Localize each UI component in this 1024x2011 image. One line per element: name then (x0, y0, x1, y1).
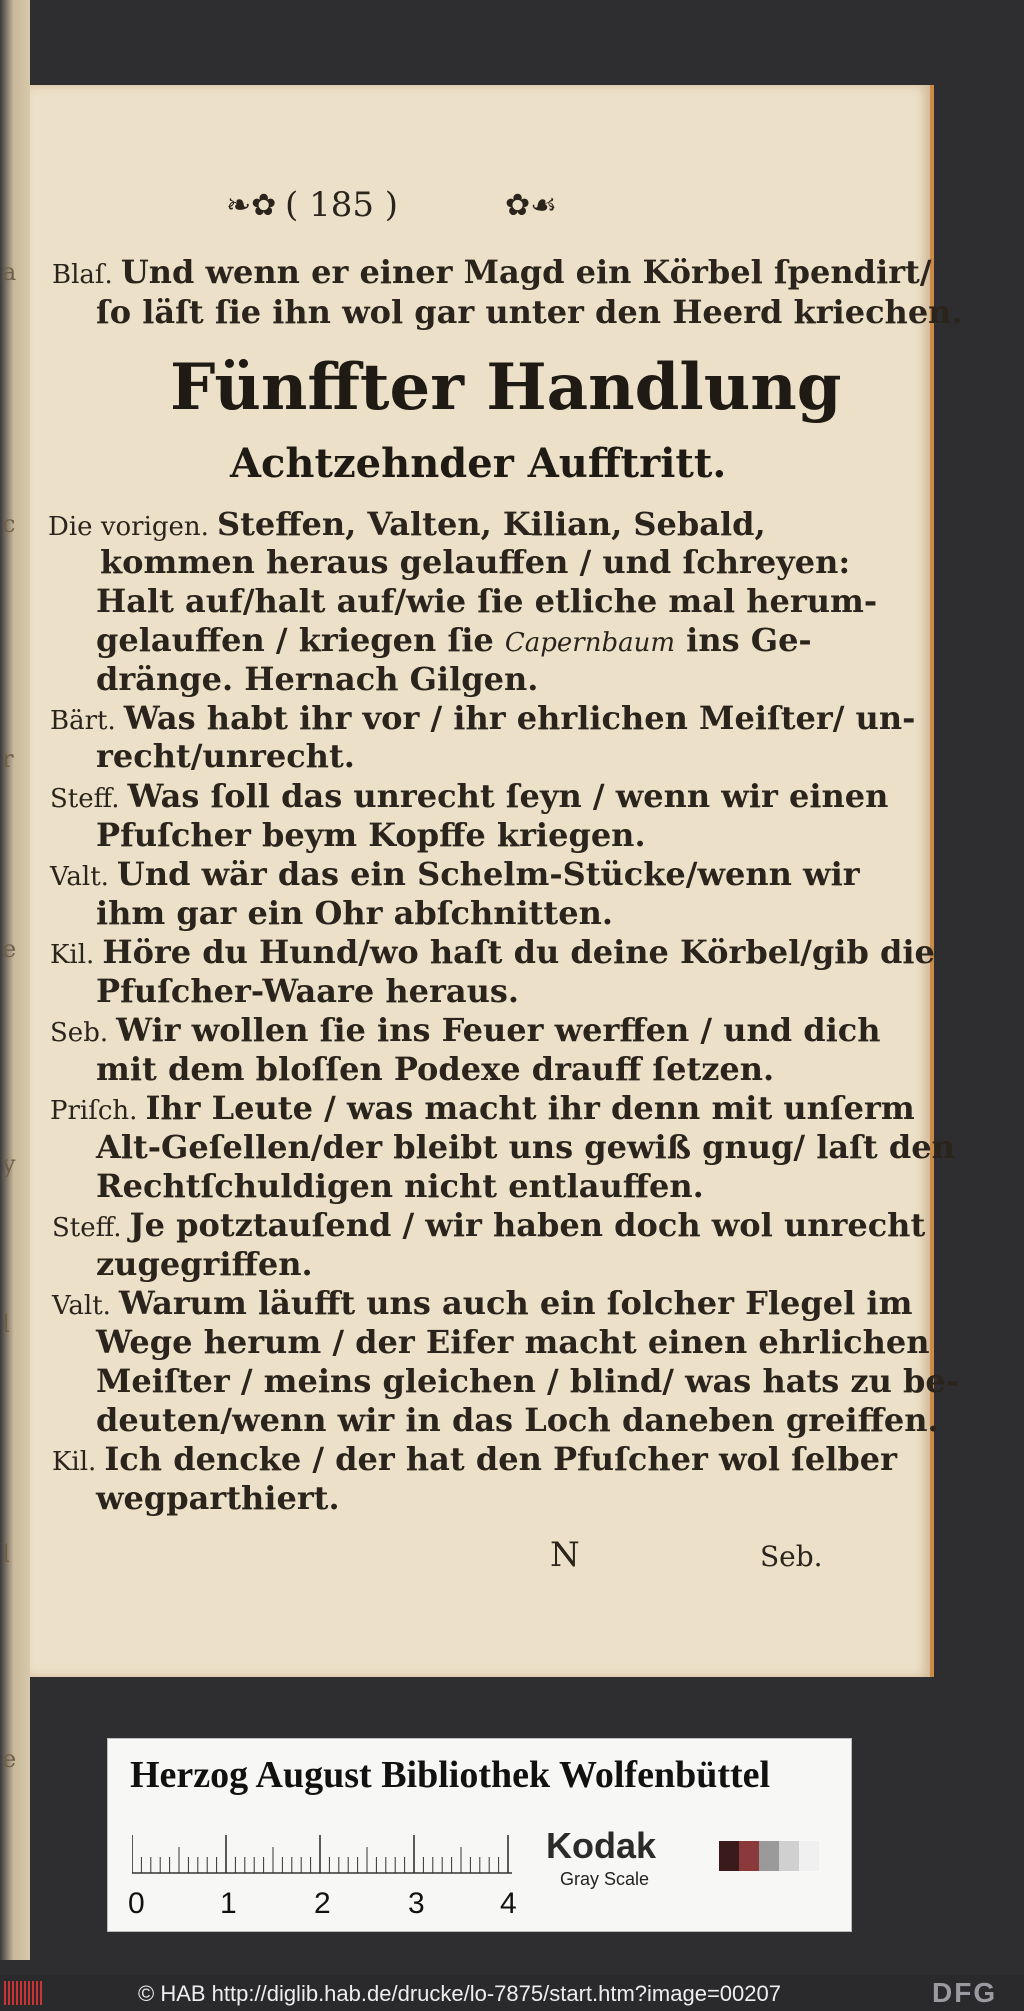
ruler-label: 2 (314, 1887, 331, 1920)
gray-swatch (799, 1841, 819, 1871)
line-text: ſo läſt ſie ihn wol gar unter den Heerd kriechen. (96, 293, 963, 331)
signature-mark: N (550, 1535, 580, 1575)
text-line (96, 1401, 939, 1439)
text-line (52, 1206, 925, 1244)
text-line (96, 1050, 774, 1088)
gray-scale-label: Gray Scale (560, 1869, 650, 1889)
edge-letter: l (2, 1310, 10, 1338)
edge-letter: c (2, 510, 16, 538)
edge-letter: a (2, 258, 17, 286)
text-line (100, 543, 850, 581)
edge-letter: e (2, 935, 17, 963)
speaker-label: Kil. (50, 940, 95, 970)
text-line (96, 737, 355, 775)
line-text: wegparthiert. (96, 1479, 340, 1517)
text-line (96, 582, 877, 620)
line-text: Je potztauſend / wir haben doch wol unrecht (129, 1206, 926, 1244)
text-line (50, 1011, 881, 1049)
text-line (96, 1128, 955, 1166)
text-line (96, 621, 812, 659)
text-line (96, 1167, 704, 1205)
line-text: zugegriffen. (96, 1245, 313, 1283)
footer-bar (0, 1975, 1024, 2011)
line-text: Steffen, Valten, Kilian, Sebald, (216, 505, 766, 543)
speaker-label: Steff. (52, 1213, 122, 1243)
ruler-label: 1 (220, 1887, 237, 1920)
line-text: dränge. Hernach Gilgen. (96, 660, 539, 698)
line-text: deuten/wenn wir in das Loch daneben greiffen. (96, 1401, 939, 1439)
text-line (96, 894, 613, 932)
line-text: Und wär das ein Schelm-Stücke/wenn wir (116, 855, 860, 893)
line-text: ihm gar ein Ohr abſchnitten. (96, 894, 613, 932)
line-text: Meiſter / meins gleichen / blind/ was hats zu be- (96, 1362, 959, 1400)
text-line (96, 1362, 959, 1400)
speaker-label: Valt. (50, 862, 109, 892)
text-line (52, 1284, 912, 1322)
gray-swatch (719, 1841, 739, 1871)
line-text: kommen heraus gelauffen / und ſchreyen: (100, 543, 851, 581)
text-line (50, 855, 860, 893)
text-line (96, 660, 538, 698)
text-line (96, 972, 519, 1010)
speaker-label: Kil. (52, 1447, 97, 1477)
copyright-link[interactable]: © HAB http://diglib.hab.de/drucke/lo-7875/start.htm?image=00207 (138, 1981, 781, 2006)
edge-letter: l (2, 1540, 10, 1568)
color-calibration-card (107, 1738, 852, 1932)
line-text: Wir wollen ſie ins Feuer werffen / und dich (116, 1011, 881, 1049)
kodak-logo: Kodak (546, 1825, 657, 1866)
speaker-label: Priſch. (50, 1096, 138, 1126)
page-number: ( 185 ) (285, 185, 399, 225)
gray-swatch (739, 1841, 759, 1871)
text-line (52, 1440, 897, 1478)
speaker-label: Die vorigen. (48, 512, 209, 542)
ornament-right-icon: ✿☙ (505, 188, 558, 223)
text-line (96, 1479, 340, 1517)
text-line (50, 1089, 915, 1127)
speaker-label: Seb. (50, 1018, 109, 1048)
text-line (96, 816, 646, 854)
text-line (96, 1323, 930, 1361)
ornament-left-icon: ❧✿ (226, 188, 277, 223)
line-text: recht/unrecht. (96, 737, 355, 775)
library-name: Herzog August Bibliothek Wolfenbüttel (130, 1754, 771, 1796)
latin-name: Capernbaum (504, 628, 676, 658)
act-title: Fünffter Handlung (170, 350, 842, 425)
speaker-label: Bärt. (50, 706, 116, 736)
text-line (96, 293, 963, 331)
line-text: Alt-Geſellen/der bleibt uns gewiß gnug/ laſt den (96, 1128, 955, 1166)
text-line (50, 699, 915, 737)
line-text: Halt auf/halt auf/wie ſie etliche mal herum- (96, 582, 878, 620)
edge-letter: e (2, 1745, 17, 1773)
text-line (96, 1245, 313, 1283)
line-text: Was ſoll das unrecht ſeyn / wenn wir einen (127, 777, 889, 815)
text-line (52, 253, 932, 291)
adjacent-page-edge (0, 0, 30, 1960)
text-line (50, 933, 935, 971)
line-text: Was habt ihr vor / ihr ehrlichen Meiſter/ un- (123, 699, 916, 737)
speaker-label: Steff. (50, 784, 120, 814)
dfg-logo: DFG (932, 1977, 998, 2008)
gray-swatch (779, 1841, 799, 1871)
line-text: mit dem bloſſen Podexe drauff ſetzen. (96, 1050, 775, 1088)
line-text: Pfuſcher-Waare heraus. (96, 972, 519, 1010)
line-text: Rechtſchuldigen nicht entlauffen. (96, 1167, 704, 1205)
ruler-label: 3 (408, 1887, 425, 1920)
text-line (48, 505, 766, 543)
scene-title: Achtzehnder Aufftritt. (230, 440, 727, 487)
speaker-label: Blaſ. (52, 260, 113, 290)
line-text: Höre du Hund/wo haſt du deine Körbel/gib die (102, 933, 935, 971)
line-text: gelauffen / kriegen ſie Capernbaum ins Ge- (96, 621, 812, 659)
gray-swatch (759, 1841, 779, 1871)
catchword: Seb. (760, 1540, 823, 1573)
line-text: Ich dencke / der hat den Pfuſcher wol ſelber (104, 1440, 897, 1478)
hab-logo-icon (4, 1981, 44, 2005)
ruler-label: 4 (500, 1887, 517, 1920)
ruler-label: 0 (128, 1887, 145, 1920)
line-text: Ihr Leute / was macht ihr denn mit unſerm (145, 1089, 915, 1127)
line-text: Warum läufft uns auch ein ſolcher Flegel im (118, 1284, 913, 1322)
edge-letter: r (2, 745, 14, 773)
line-text: Und wenn er einer Magd ein Körbel ſpendirt/ (120, 253, 932, 291)
line-text: Pfuſcher beym Kopffe kriegen. (96, 816, 646, 854)
speaker-label: Valt. (52, 1291, 111, 1321)
edge-letter: y (2, 1150, 16, 1178)
text-line (50, 777, 888, 815)
book-page (30, 85, 963, 1677)
line-text: Wege herum / der Eifer macht einen ehrlichen (96, 1323, 930, 1361)
